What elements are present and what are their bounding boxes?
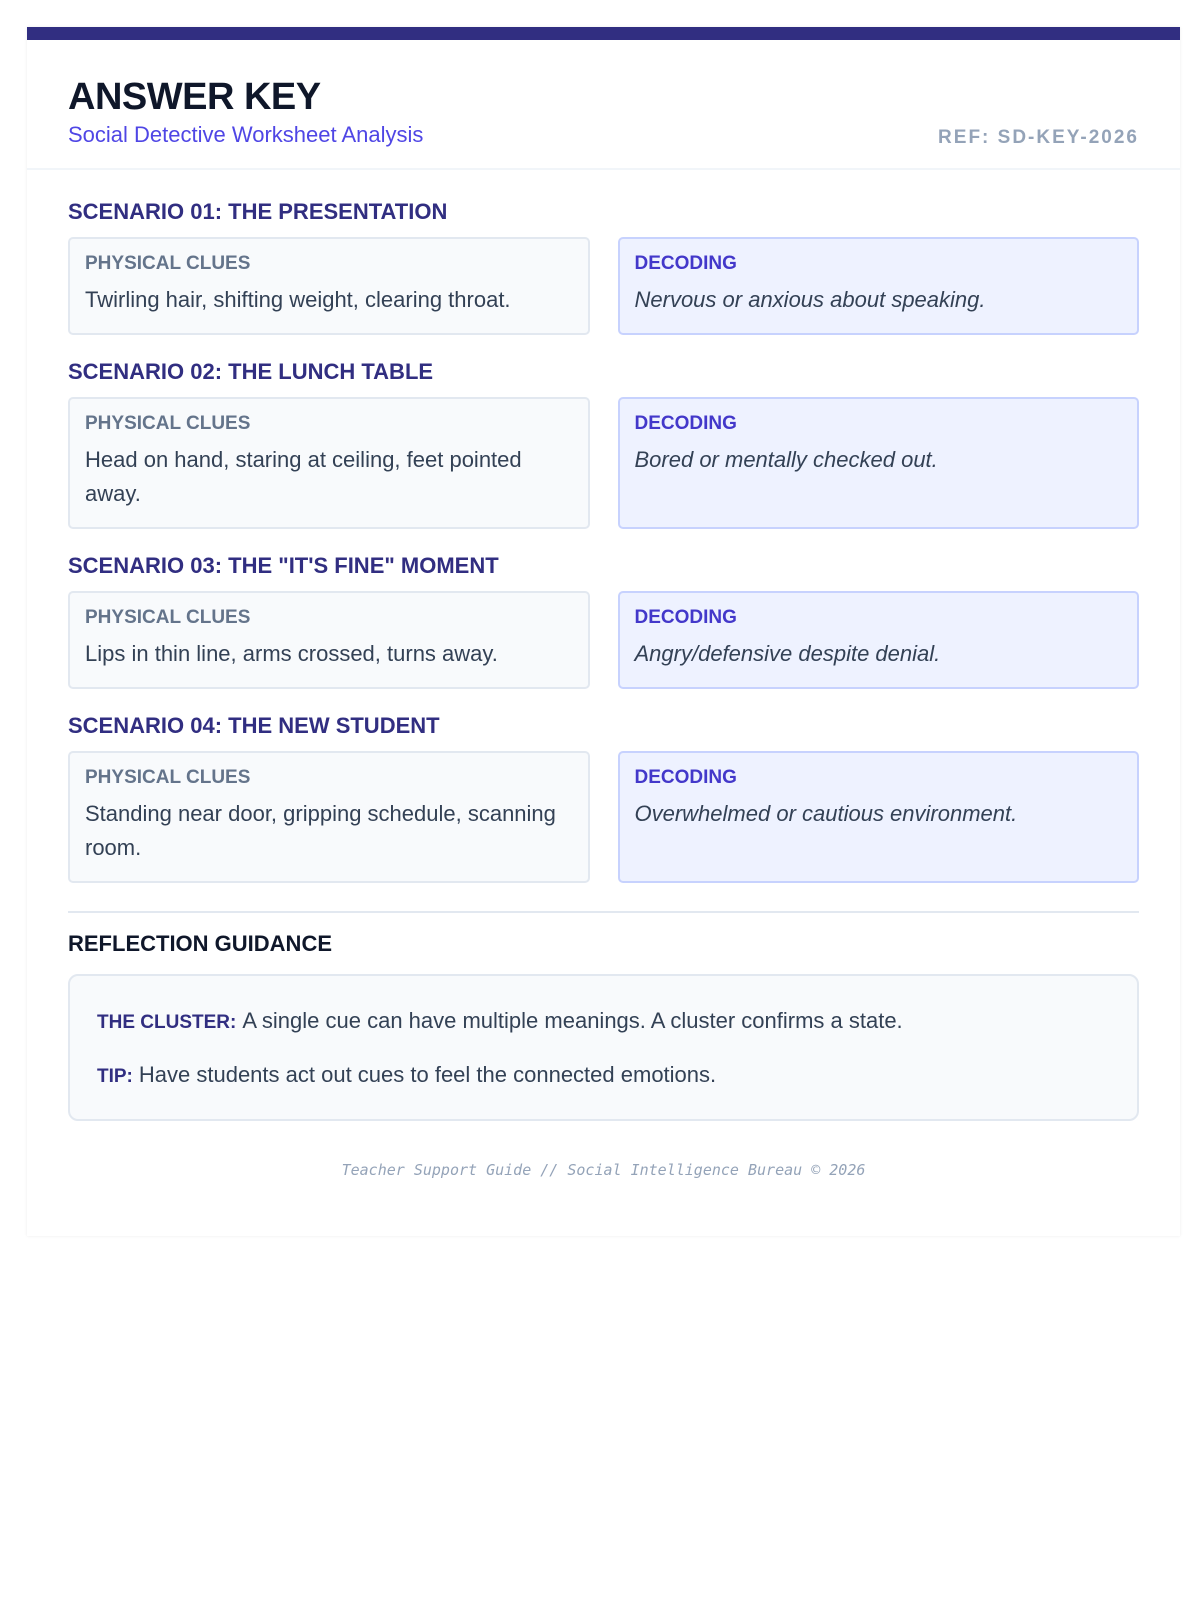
cluster-note xyxy=(97,1006,1110,1038)
tip-label: TIP: xyxy=(97,1066,133,1087)
cluster-text: A single cue can have multiple meanings. A cluster confirms a state. xyxy=(242,1008,903,1033)
physical-clues-card xyxy=(68,591,590,689)
reference-code: REF: SD-KEY-2026 xyxy=(938,127,1139,148)
decoding-text: Nervous or anxious about speaking. xyxy=(634,287,986,312)
decoding-card xyxy=(618,751,1140,883)
decoding-card xyxy=(618,397,1140,529)
answer-key-page xyxy=(27,27,1180,1236)
tip-note xyxy=(97,1060,1110,1092)
physical-clues-card xyxy=(68,397,590,529)
scenario-title: SCENARIO 02: THE LUNCH TABLE xyxy=(68,359,434,384)
scenario-04 xyxy=(68,711,1139,883)
decoding-text: Bored or mentally checked out. xyxy=(634,447,938,472)
page-content xyxy=(68,197,1139,1179)
page-header xyxy=(27,40,1180,170)
physical-clues-card xyxy=(68,751,590,883)
scenario-title: SCENARIO 01: THE PRESENTATION xyxy=(68,199,448,224)
physical-clues-text: Standing near door, gripping schedule, scanning room. xyxy=(85,801,556,860)
page-subtitle: Social Detective Worksheet Analysis xyxy=(68,122,424,147)
decoding-label: DECODING xyxy=(634,767,737,788)
scenario-row xyxy=(68,591,1139,689)
physical-clues-label: PHYSICAL CLUES xyxy=(85,767,251,788)
page-title: ANSWER KEY xyxy=(68,76,321,118)
physical-clues-text: Lips in thin line, arms crossed, turns away. xyxy=(85,641,498,666)
scenario-title: SCENARIO 03: THE "IT'S FINE" MOMENT xyxy=(68,553,499,578)
decoding-label: DECODING xyxy=(634,413,737,434)
decoding-text: Overwhelmed or cautious environment. xyxy=(634,801,1018,826)
physical-clues-card xyxy=(68,237,590,335)
decoding-text: Angry/defensive despite denial. xyxy=(634,641,941,666)
reflection-guidance-box xyxy=(68,974,1139,1121)
physical-clues-label: PHYSICAL CLUES xyxy=(85,607,251,628)
scenario-row xyxy=(68,397,1139,529)
reflection-title: REFLECTION GUIDANCE xyxy=(68,931,332,956)
scenario-02 xyxy=(68,357,1139,529)
physical-clues-label: PHYSICAL CLUES xyxy=(85,253,251,274)
decoding-label: DECODING xyxy=(634,253,737,274)
page-footer: Teacher Support Guide // Social Intelligence Bureau © 2026 xyxy=(341,1161,866,1179)
scenario-title: SCENARIO 04: THE NEW STUDENT xyxy=(68,713,440,738)
scenario-03 xyxy=(68,551,1139,689)
scenario-row xyxy=(68,751,1139,883)
decoding-label: DECODING xyxy=(634,607,737,628)
decoding-card xyxy=(618,591,1140,689)
decoding-card xyxy=(618,237,1140,335)
scenario-01 xyxy=(68,197,1139,335)
section-divider xyxy=(68,911,1139,913)
scenario-row xyxy=(68,237,1139,335)
physical-clues-label: PHYSICAL CLUES xyxy=(85,413,251,434)
cluster-label: THE CLUSTER: xyxy=(97,1012,237,1033)
physical-clues-text: Twirling hair, shifting weight, clearing throat. xyxy=(85,287,511,312)
physical-clues-text: Head on hand, staring at ceiling, feet pointed away. xyxy=(85,447,522,506)
tip-text: Have students act out cues to feel the connected emotions. xyxy=(138,1062,717,1087)
